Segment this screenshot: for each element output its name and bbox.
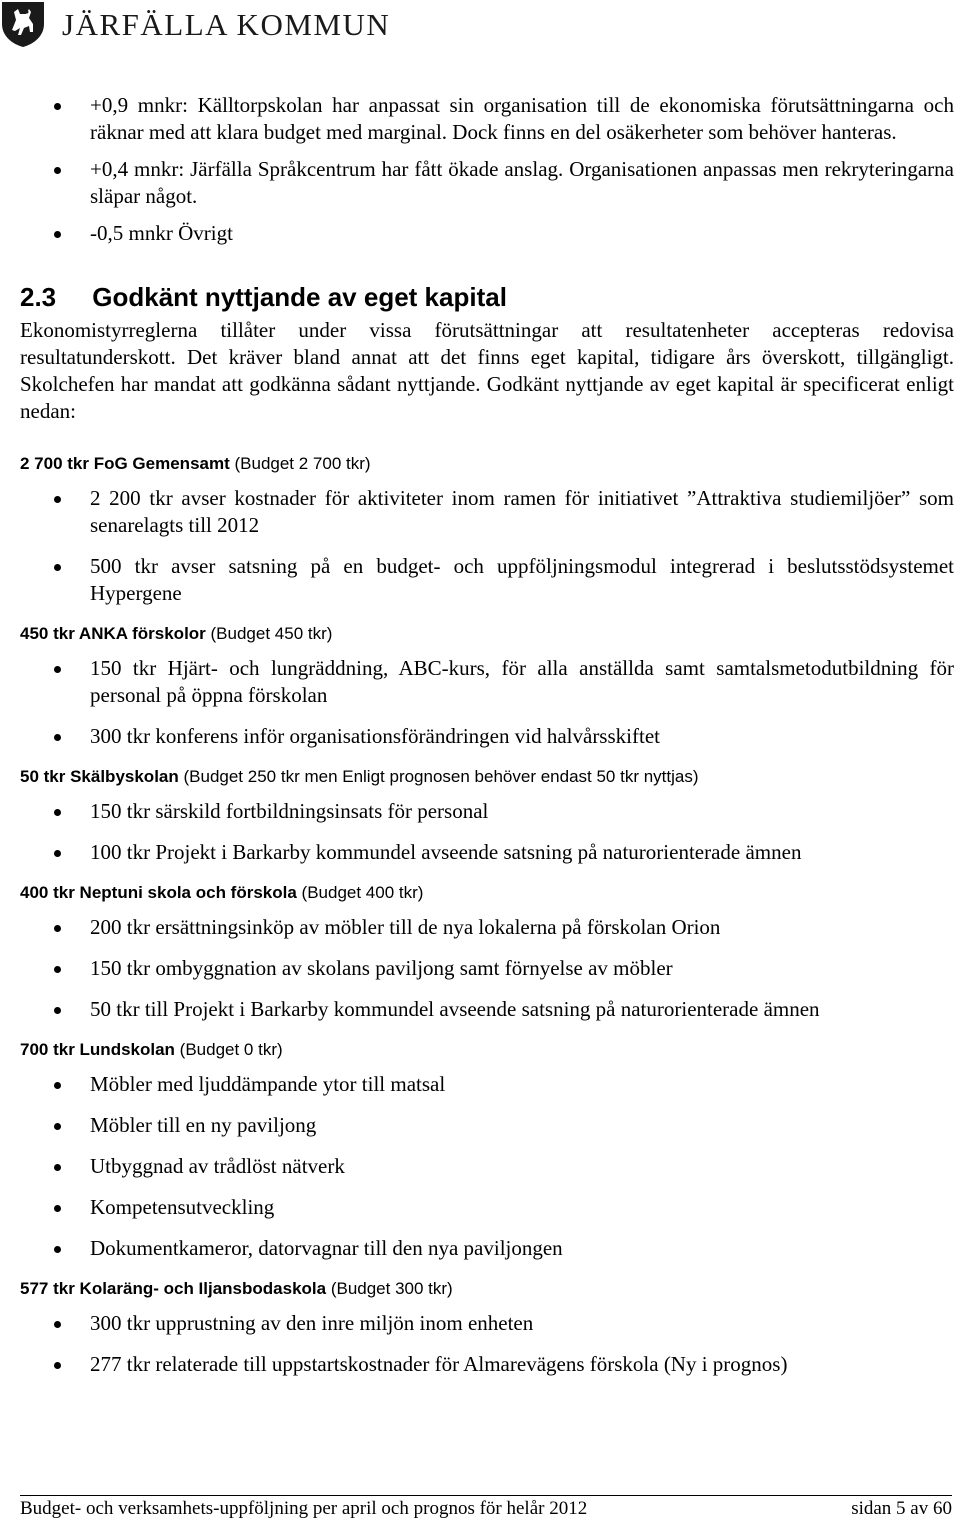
allocation-section-skalbyskolan (20, 766, 954, 866)
allocation-heading: 400 tkr Neptuni skola och förskola (Budget 400 tkr) (20, 883, 424, 902)
allocation-list (20, 1071, 954, 1262)
list-item: Möbler med ljuddämpande ytor till matsal (20, 1071, 954, 1098)
document-body (20, 92, 954, 1394)
allocation-heading: 450 tkr ANKA förskolor (Budget 450 tkr) (20, 624, 333, 643)
allocation-heading: 2 700 tkr FoG Gemensamt (Budget 2 700 tkr) (20, 454, 371, 473)
list-item: 277 tkr relaterade till uppstartskostnader för Almarevägens förskola (Ny i prognos) (20, 1351, 954, 1378)
allocation-section-fog (20, 453, 954, 607)
allocation-list (20, 655, 954, 750)
list-item: Kompetensutveckling (20, 1194, 954, 1221)
list-item: +0,4 mnkr: Järfälla Språkcentrum har fått ökade anslag. Organisationen anpassas men rekryteringarna släpar något. (20, 156, 954, 210)
section-heading: 2.3 Godkänt nyttjande av eget kapital (20, 282, 507, 312)
list-item: Utbyggnad av trådlöst nätverk (20, 1153, 954, 1180)
list-item: 150 tkr särskild fortbildningsinsats för personal (20, 798, 954, 825)
allocation-list (20, 1310, 954, 1378)
page-footer (20, 1495, 952, 1520)
allocation-heading: 577 tkr Kolaräng- och Iljansbodaskola (Budget 300 tkr) (20, 1279, 453, 1298)
page-number: sidan 5 av 60 (851, 1498, 952, 1519)
intro-paragraph: Ekonomistyrreglerna tillåter under vissa förutsättningar att resultatenheter accepteras redovisa resultatunderskott. Det kräver bland annat att det finns eget kapital, tidigare års överskott, tillgängligt. Skolchefen har mandat att godkänna sådant nyttjande. Godkänt nyttjande av eget kapital är specificerat enligt nedan: (20, 318, 954, 423)
allocation-section-neptuni (20, 882, 954, 1023)
list-item: 150 tkr Hjärt- och lungräddning, ABC-kurs, för alla anställda samt samtalsmetodutbildning för personal på öppna förskolan (20, 655, 954, 709)
list-item: 100 tkr Projekt i Barkarby kommundel avseende satsning på naturorienterade ämnen (20, 839, 954, 866)
list-item: +0,9 mnkr: Källtorpskolan har anpassat sin organisation till de ekonomiska förutsättningarna och räknar med att klara budget med marginal. Dock finns en del osäkerheter som behöver hanteras. (20, 92, 954, 146)
allocation-list (20, 914, 954, 1023)
list-item: 300 tkr upprustning av den inre miljön inom enheten (20, 1310, 954, 1337)
allocation-section-kolarang (20, 1278, 954, 1378)
coat-of-arms-icon (0, 0, 52, 48)
allocation-list (20, 798, 954, 866)
list-item: 200 tkr ersättningsinköp av möbler till de nya lokalerna på förskolan Orion (20, 914, 954, 941)
list-item: Möbler till en ny paviljong (20, 1112, 954, 1139)
list-item: 2 200 tkr avser kostnader för aktiviteter inom ramen för initiativet ”Attraktiva studiemiljöer” som senarelagts till 2012 (20, 485, 954, 539)
allocation-list (20, 485, 954, 607)
list-item: 500 tkr avser satsning på en budget- och uppföljningsmodul integrerad i beslutsstödsystemet Hypergene (20, 553, 954, 607)
allocation-section-lundskolan (20, 1039, 954, 1262)
allocation-heading: 50 tkr Skälbyskolan (Budget 250 tkr men Enligt prognosen behöver endast 50 tkr nyttjas) (20, 767, 699, 786)
list-item: Dokumentkameror, datorvagnar till den nya paviljongen (20, 1235, 954, 1262)
municipality-logo (0, 0, 390, 48)
list-item: -0,5 mnkr Övrigt (20, 220, 954, 247)
allocation-heading: 700 tkr Lundskolan (Budget 0 tkr) (20, 1040, 283, 1059)
top-bullet-list (20, 92, 954, 247)
list-item: 50 tkr till Projekt i Barkarby kommundel avseende satsning på naturorienterade ämnen (20, 996, 954, 1023)
footer-title: Budget- och verksamhets-uppföljning per april och prognos för helår 2012 (20, 1498, 588, 1519)
logo-text: JÄRFÄLLA KOMMUN (62, 6, 391, 42)
list-item: 150 tkr ombyggnation av skolans paviljong samt förnyelse av möbler (20, 955, 954, 982)
allocation-section-anka (20, 623, 954, 750)
list-item: 300 tkr konferens inför organisationsförändringen vid halvårsskiftet (20, 723, 954, 750)
